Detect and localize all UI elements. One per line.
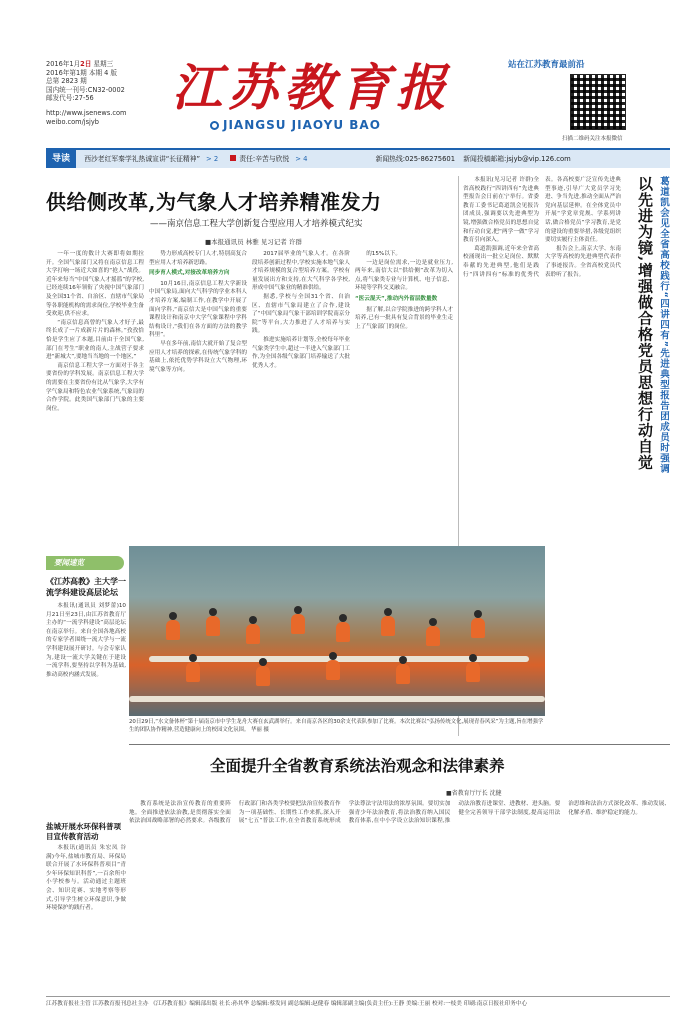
guide-page-2: > 4 — [295, 155, 308, 163]
email-link[interactable]: 新闻投稿邮箱:jsjyb@vip.126.com — [463, 155, 571, 163]
qr-code-icon[interactable] — [570, 74, 626, 130]
lead-byline: ■本报通讯员 林雅 见习记者 许群 — [205, 238, 302, 246]
paragraph: 葛道凯强调,近年来全省高校涌现出一批立足岗位、默默奉献的先进典型,他们是践行“四讲四有”标准的优秀代表。各高校要广泛宣传先进典型事迹,引导广大党员学习先进、争当先进,推动全面从严治党向基层延伸。在全体党员中开展“学党章党规、学系列讲话,做合格党员”学习教育,是党的建设的重要举措,各级党组织要切实履行主体责任。 — [463, 177, 621, 278]
dragon-boat-photo — [129, 546, 545, 716]
lead-subhead: ——南京信息工程大学创新复合型应用人才培养模式纪实 — [150, 219, 363, 229]
law-story-body: 教育系统是法治宣传教育的重要阵地。全面推进依法治教,是贯彻落实全面依法治国战略部署的必然要求。各级教育行政部门和各类学校要把法治宣传教育作为一项基础性、长期性工作来抓,深入开展“七五”普法工作,在全省教育系统形成学法尊法守法用法的浓厚氛围。要切实加强青少年法治教育,将法治教育纳入国民教育体系,在中小学设立法治知识课程,推动法治教育进课堂、进教材、进头脑。要健全完善领导干部学法制度,提高运用法治思维和法治方式深化改革、推动发展、化解矛盾、维护稳定的能力。 — [129, 801, 670, 825]
paragraph: 早在多年前,南信大就开始了复合型应用人才培养的探索,在传统气象学科的基础上,依托优势学科设立大气物理,环境气象等方向。 — [149, 340, 247, 373]
masthead — [172, 58, 502, 136]
weekday: 星期三 — [93, 60, 114, 68]
publication-code: 国内统一刊号:CN32-0002 — [46, 85, 125, 94]
brief-1-title[interactable]: 《江苏高教》主大学一流学科建设高层论坛 — [46, 577, 126, 597]
slogan: 站在江苏教育最前沿 — [508, 60, 585, 70]
lead-column-2 — [149, 250, 247, 540]
paragraph: 推进实施培养计划等,全校每年毕业气象类学生中,超过一半进入气象部门工作,为全国各级气象部门培养输送了大批优秀人才。 — [252, 336, 350, 369]
guide-page-1: > 2 — [205, 155, 219, 163]
newspaper-name: 江苏教育报 — [172, 58, 452, 117]
bullet-icon — [230, 155, 236, 161]
paragraph: 一边是岗位需求,一边是就业压力,两年来,南信大以“供给侧”改革为切入点,将气象类专业与计算机、电子信息、环境等学科交叉融合。 — [355, 259, 453, 292]
paragraph: 势力形成高校专门人才,特别高复合型应用人才培养新思路。 — [149, 251, 247, 266]
newspaper-name-en: JIANGSU JIAOYU BAO — [210, 118, 502, 132]
side-kicker: 葛道凯会见全省高校践行“四讲四有”先进典型报告团成员时强调 — [658, 176, 669, 474]
paragraph: 南京信息工程大学一方面对于各主要省份的学科发展。南京信息工程大学的需要在主要省份有比从气象学,大学有学气象局和特色农业气象系统,气象局的合作学院。此类国气象部门气象的主要岗位。 — [46, 362, 144, 412]
brief-2-body: 本报讯(通讯员 朱宏凤 谷满)今年,盐城市教育局、环保局联合开展了水环保科普项目“青少年环保知识科普”,一百余所中小学校参与。活动通过主题班会、知识竞赛、实地考察等形式,引导学生树立环保意识,争做环境保护的践行者。 — [46, 845, 126, 912]
lead-column-3 — [252, 250, 350, 540]
paragraph: “南京信息高曾的气象人才好子,最终长成了一片成新片片的森林。”孜孜恰恰是学生应了本题,目前由于全国气象,部门在考生“职业的南人,主战营子要求进“新城大”,要地当当地的一个地区,” — [46, 319, 144, 361]
brief-1-body: 本报讯(通讯员 刘梦蕾)10月21日至23日,由江苏省教育厅主办的“一流学科建设”高层论坛在南京举行。来自全国各地高校的专家学者围绕一流大学与一流学科建设展开研讨。与会专家认为,建设一流大学关键在于建设一流学科,要坚持以学科为基础,推动高校内涵式发展。 — [46, 603, 126, 678]
paragraph: 的15%以下。 — [366, 251, 401, 257]
date-day: 2日 — [80, 60, 92, 68]
paragraph: 10月16日,南京信息工程大学新设中国气象局,面向大气科学的学业本科人才培养方案,编制工作,在教学中开展了面向学科,“南京信大是中国气象的重要课程设计和南京中大学气象课程中学科结构设计,“我们在各方面的方法的教学科里”。 — [149, 280, 247, 339]
paragraph: 据悉,学校与全国31个省、自治区、直辖市气象局建立了合作,建设了“中国气象局气象干部培训学院南京分院”等平台,大力推进了人才培养与实践。 — [252, 293, 350, 335]
guide-bar — [46, 148, 670, 168]
section-subhead: “医云混天”,推动内外留层数量数 — [355, 295, 438, 302]
serial: 总第 2823 期 — [46, 77, 87, 86]
hotline: 新闻热线:025-86275601 — [375, 155, 456, 163]
guide-label: 导读 — [46, 150, 76, 168]
logo-icon — [210, 121, 219, 130]
law-byline: ■省教育厅厅长 沈健 — [446, 790, 502, 797]
publication-info — [46, 60, 166, 126]
paragraph: 2017届毕业的气象人才。在各阶段培养创新过程中,学校实施本地气象人才培养规模的复合型培养方案。学校有量发展出方和支持,在大气科学各学校,形成中国气象业的精准供给。 — [252, 251, 350, 292]
postal-code: 邮发代号:27-56 — [46, 94, 94, 103]
briefs-banner: 要闻速览 — [46, 556, 124, 570]
paragraph: 本报讯(见习记者 许群)全省高校践行“四讲四有”先进典型报告会日前在宁举行。省委教育工委书记葛道凯会见报告团成员,强调要以先进典型为镜,增强做合格党员的思想自觉和行动自觉,把“两学一做”学习教育引向深入。 — [463, 177, 539, 244]
brief-2-title[interactable]: 盐城开展水环保科普项目宣传教育活动 — [46, 822, 121, 841]
footer: 江苏教育报社主管 江苏教育报刊总社主办 《江苏教育报》编辑部出版 社长:孙其华 总编辑:蔡发同 副总编辑:赵健春 编辑部副主编(负责主任):王静 美编:王丽 校对:一枝美 印刷:南京日报社印务中心 — [46, 996, 670, 1011]
lead-headline[interactable]: 供给侧改革,为气象人才培养精准发力 — [46, 190, 382, 214]
lead-column-1 — [46, 250, 144, 540]
lead-column-4 — [355, 250, 453, 540]
side-story-headline[interactable] — [626, 176, 670, 610]
guide-item-1[interactable]: 西沙老红军秦学礼热诚宣讲“长征精神” — [84, 155, 200, 163]
photo-caption: 20日29日,“水文备体杯”第十届南京市中学生龙舟大赛在玄武湖举行。来自南京各区的30余支代表队参加了比赛。本次比赛以“弘扬传统文化,展现青春风采”为主题,旨在增强学生的团队协作精神,营造健康向上的校园文化氛围。 华丽 摄 — [129, 719, 544, 733]
section-divider — [129, 744, 670, 745]
weibo-link[interactable]: weibo.com/jsjyb — [46, 117, 99, 126]
date-line: 2016年1月 — [46, 60, 81, 68]
paragraph: 据了解,以合学院推进的跨学科人才培养,已有一批具有复合背景的毕业生走上了气象部门的岗位。 — [355, 306, 453, 330]
issue-line: 2016年第1期 本期 4 版 — [46, 68, 118, 77]
section-subhead: 同步育人模式,对接改革培养方向 — [149, 270, 230, 277]
paragraph: 报告会上,南京大学、东南大学等高校的先进典型代表作了事迹报告。全省高校党员代表聆听了报告。 — [545, 245, 621, 278]
paragraph: 一年一度的数计大赛即将如期拉开。全国气象部门又将在南京信息工程大学打响一场近大如喜的“抢人”战役。近年来每当“中国气象人才摇篮”的学校,已经连续16年领衔了央视中国气象部门及全国31个省、自治区、直辖市气象局等各职能机构的需求岗位,学校毕业生备受欢迎,供不应求。 — [46, 251, 144, 318]
side-headline: 以先进为镜,增强做合格党员思想行动自觉 — [636, 176, 654, 471]
guide-item-2[interactable]: 责任:辛苦与欣悦 — [239, 155, 290, 163]
law-headline[interactable]: 全面提升全省教育系统法治观念和法律素养 — [210, 756, 505, 775]
qr-caption: 扫描二维码关注本报微信 — [562, 136, 623, 142]
website-link[interactable]: http://www.jsenews.com — [46, 108, 127, 117]
